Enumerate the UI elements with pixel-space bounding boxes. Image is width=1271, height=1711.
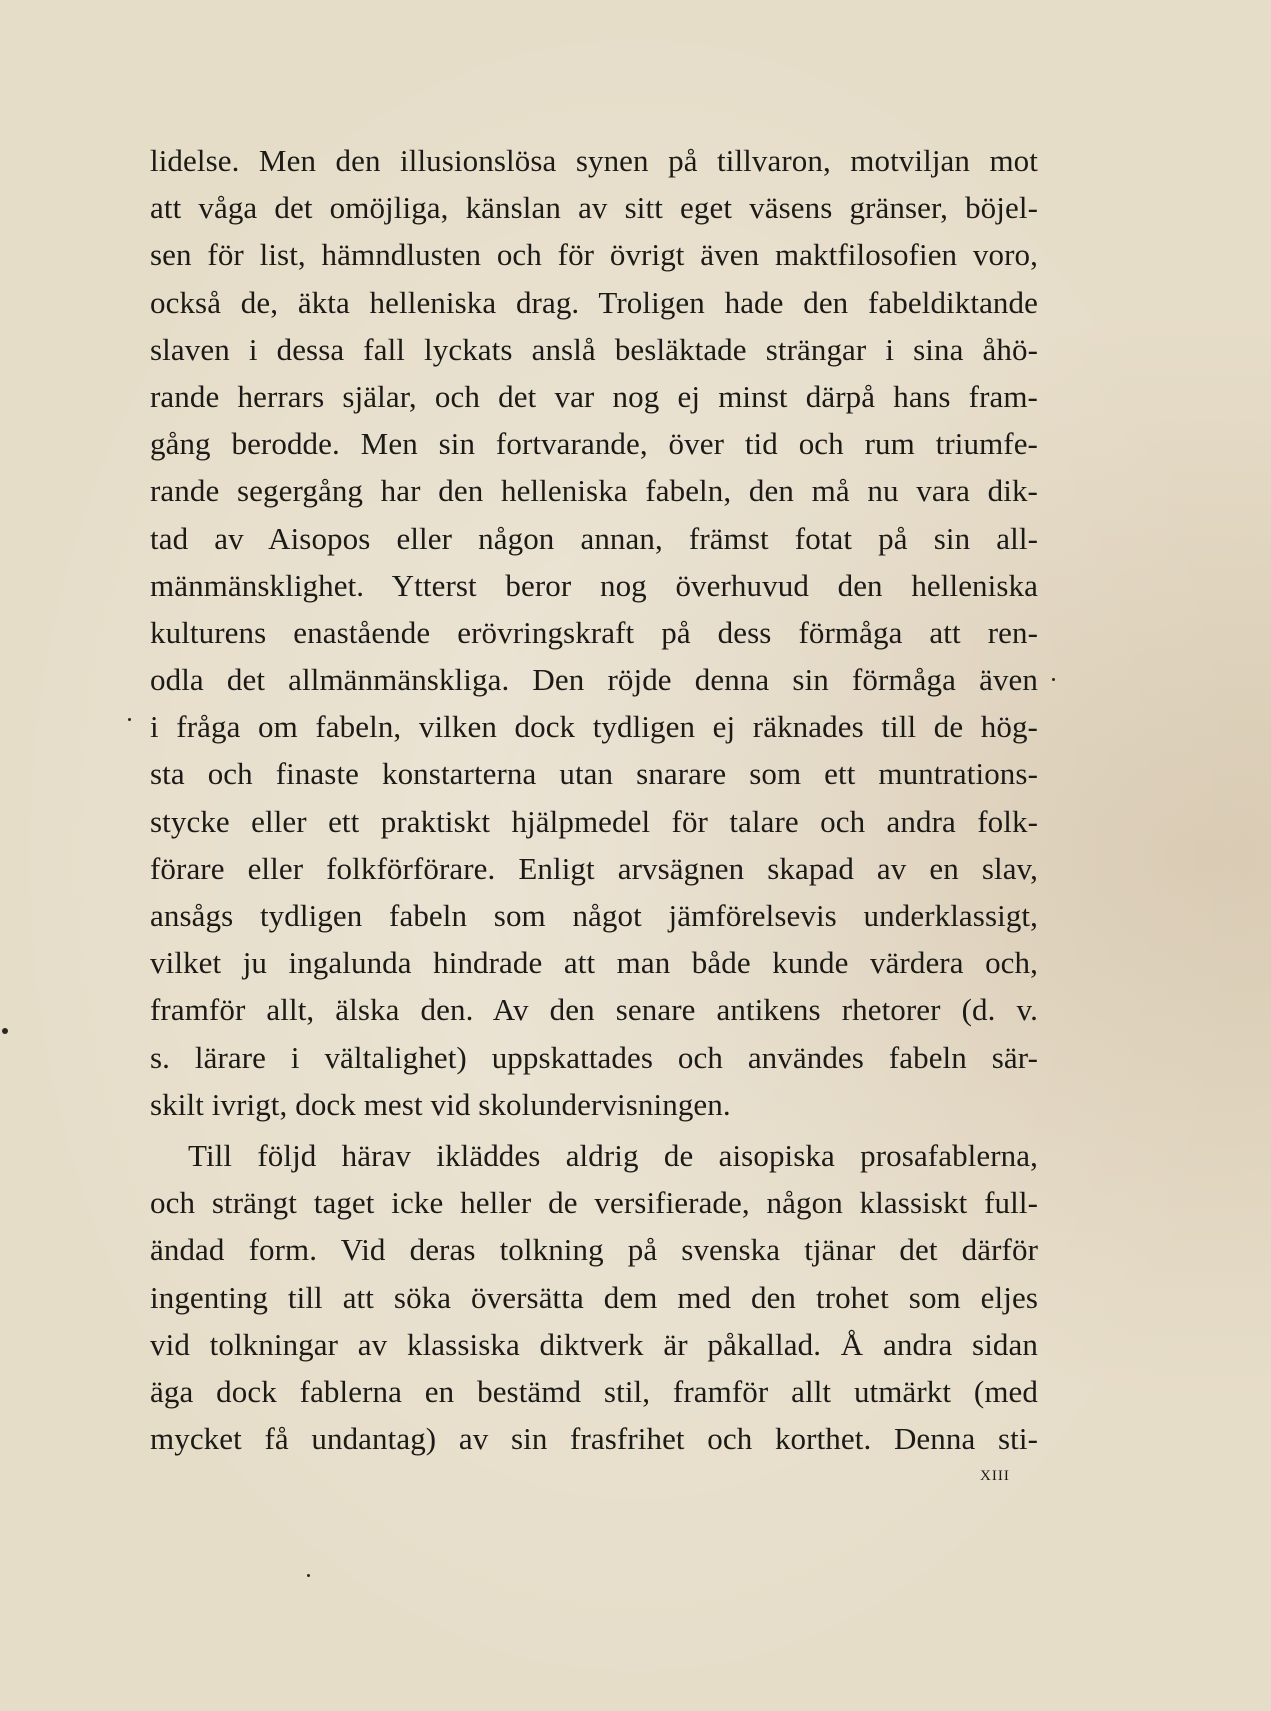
text-line: rande herrars själar, och det var nog ej minst därpå hans fram- [150,378,1038,414]
text-line: sen för list, hämndlusten och för övrigt även maktfilosofien voro, [150,237,1038,273]
text-line: också de, äkta helleniska drag. Troligen hade den fabeldiktande [150,284,1038,320]
text-line: mycket få undantag) av sin frasfrihet och korthet. Denna sti- [150,1421,1038,1457]
text-line: framför allt, älska den. Av den senare antikens rhetorer (d. v. [150,992,1038,1028]
paper-speck [307,1574,310,1577]
text-line: förare eller folkförförare. Enligt arvsägnen skapad av en slav, [150,850,1038,886]
text-line: s. lärare i vältalighet) uppskattades och användes fabeln sär- [150,1039,1038,1075]
text-line: mänmänsklighet. Ytterst beror nog överhuvud den helleniska [150,567,1038,603]
text-line: vilket ju ingalunda hindrade att man både kunde värdera och, [150,945,1038,981]
text-line: ingenting till att söka översätta dem med den trohet som eljes [150,1279,1038,1315]
paper-speck [2,1028,8,1034]
text-line: gång berodde. Men sin fortvarande, över tid och rum triumfe- [150,426,1038,462]
paragraph-1 [150,137,1038,1128]
text-line: äga dock fablerna en bestämd stil, framför allt utmärkt (med [150,1373,1038,1409]
text-line: kulturens enastående erövringskraft på dess förmåga att ren- [150,614,1038,650]
text-line: att våga det omöjliga, känslan av sitt eget väsens gränser, böjel- [150,190,1038,226]
text-line: lidelse. Men den illusionslösa synen på tillvaron, motviljan mot [150,143,1038,178]
paragraph-2 [150,1132,1038,1462]
text-line: rande segergång har den helleniska fabeln, den må nu vara dik- [150,473,1038,509]
text-line: i fråga om fabeln, vilken dock tydligen ej räknades till de hög- [150,709,1038,745]
paper-speck [128,718,131,721]
text-line: ändad form. Vid deras tolkning på svenska tjänar det därför [150,1232,1038,1268]
text-line: tad av Aisopos eller någon annan, främst fotat på sin all- [150,520,1038,556]
page-number: xiii [980,1460,1010,1485]
text-line: och strängt taget icke heller de versifierade, någon klassiskt full- [150,1185,1038,1221]
text-line: slaven i dessa fall lyckats anslå besläktade strängar i sina åhö- [150,331,1038,367]
text-line: skilt ivrigt, dock mest vid skolundervisningen. [150,1086,731,1122]
paper-speck [1052,678,1055,681]
text-line: Till följd härav ikläddes aldrig de aisopiska prosafablerna, [188,1137,1038,1173]
text-line: stycke eller ett praktiskt hjälpmedel för talare och andra folk- [150,803,1038,839]
text-line: sta och finaste konstarterna utan snarare som ett muntrations- [150,756,1038,792]
body-text [150,137,1038,1462]
text-line: vid tolkningar av klassiska diktverk är påkallad. Å andra sidan [150,1326,1038,1362]
text-line: odla det allmänmänskliga. Den röjde denna sin förmåga även [150,662,1038,698]
text-line: ansågs tydligen fabeln som något jämförelsevis underklassigt, [150,898,1038,933]
